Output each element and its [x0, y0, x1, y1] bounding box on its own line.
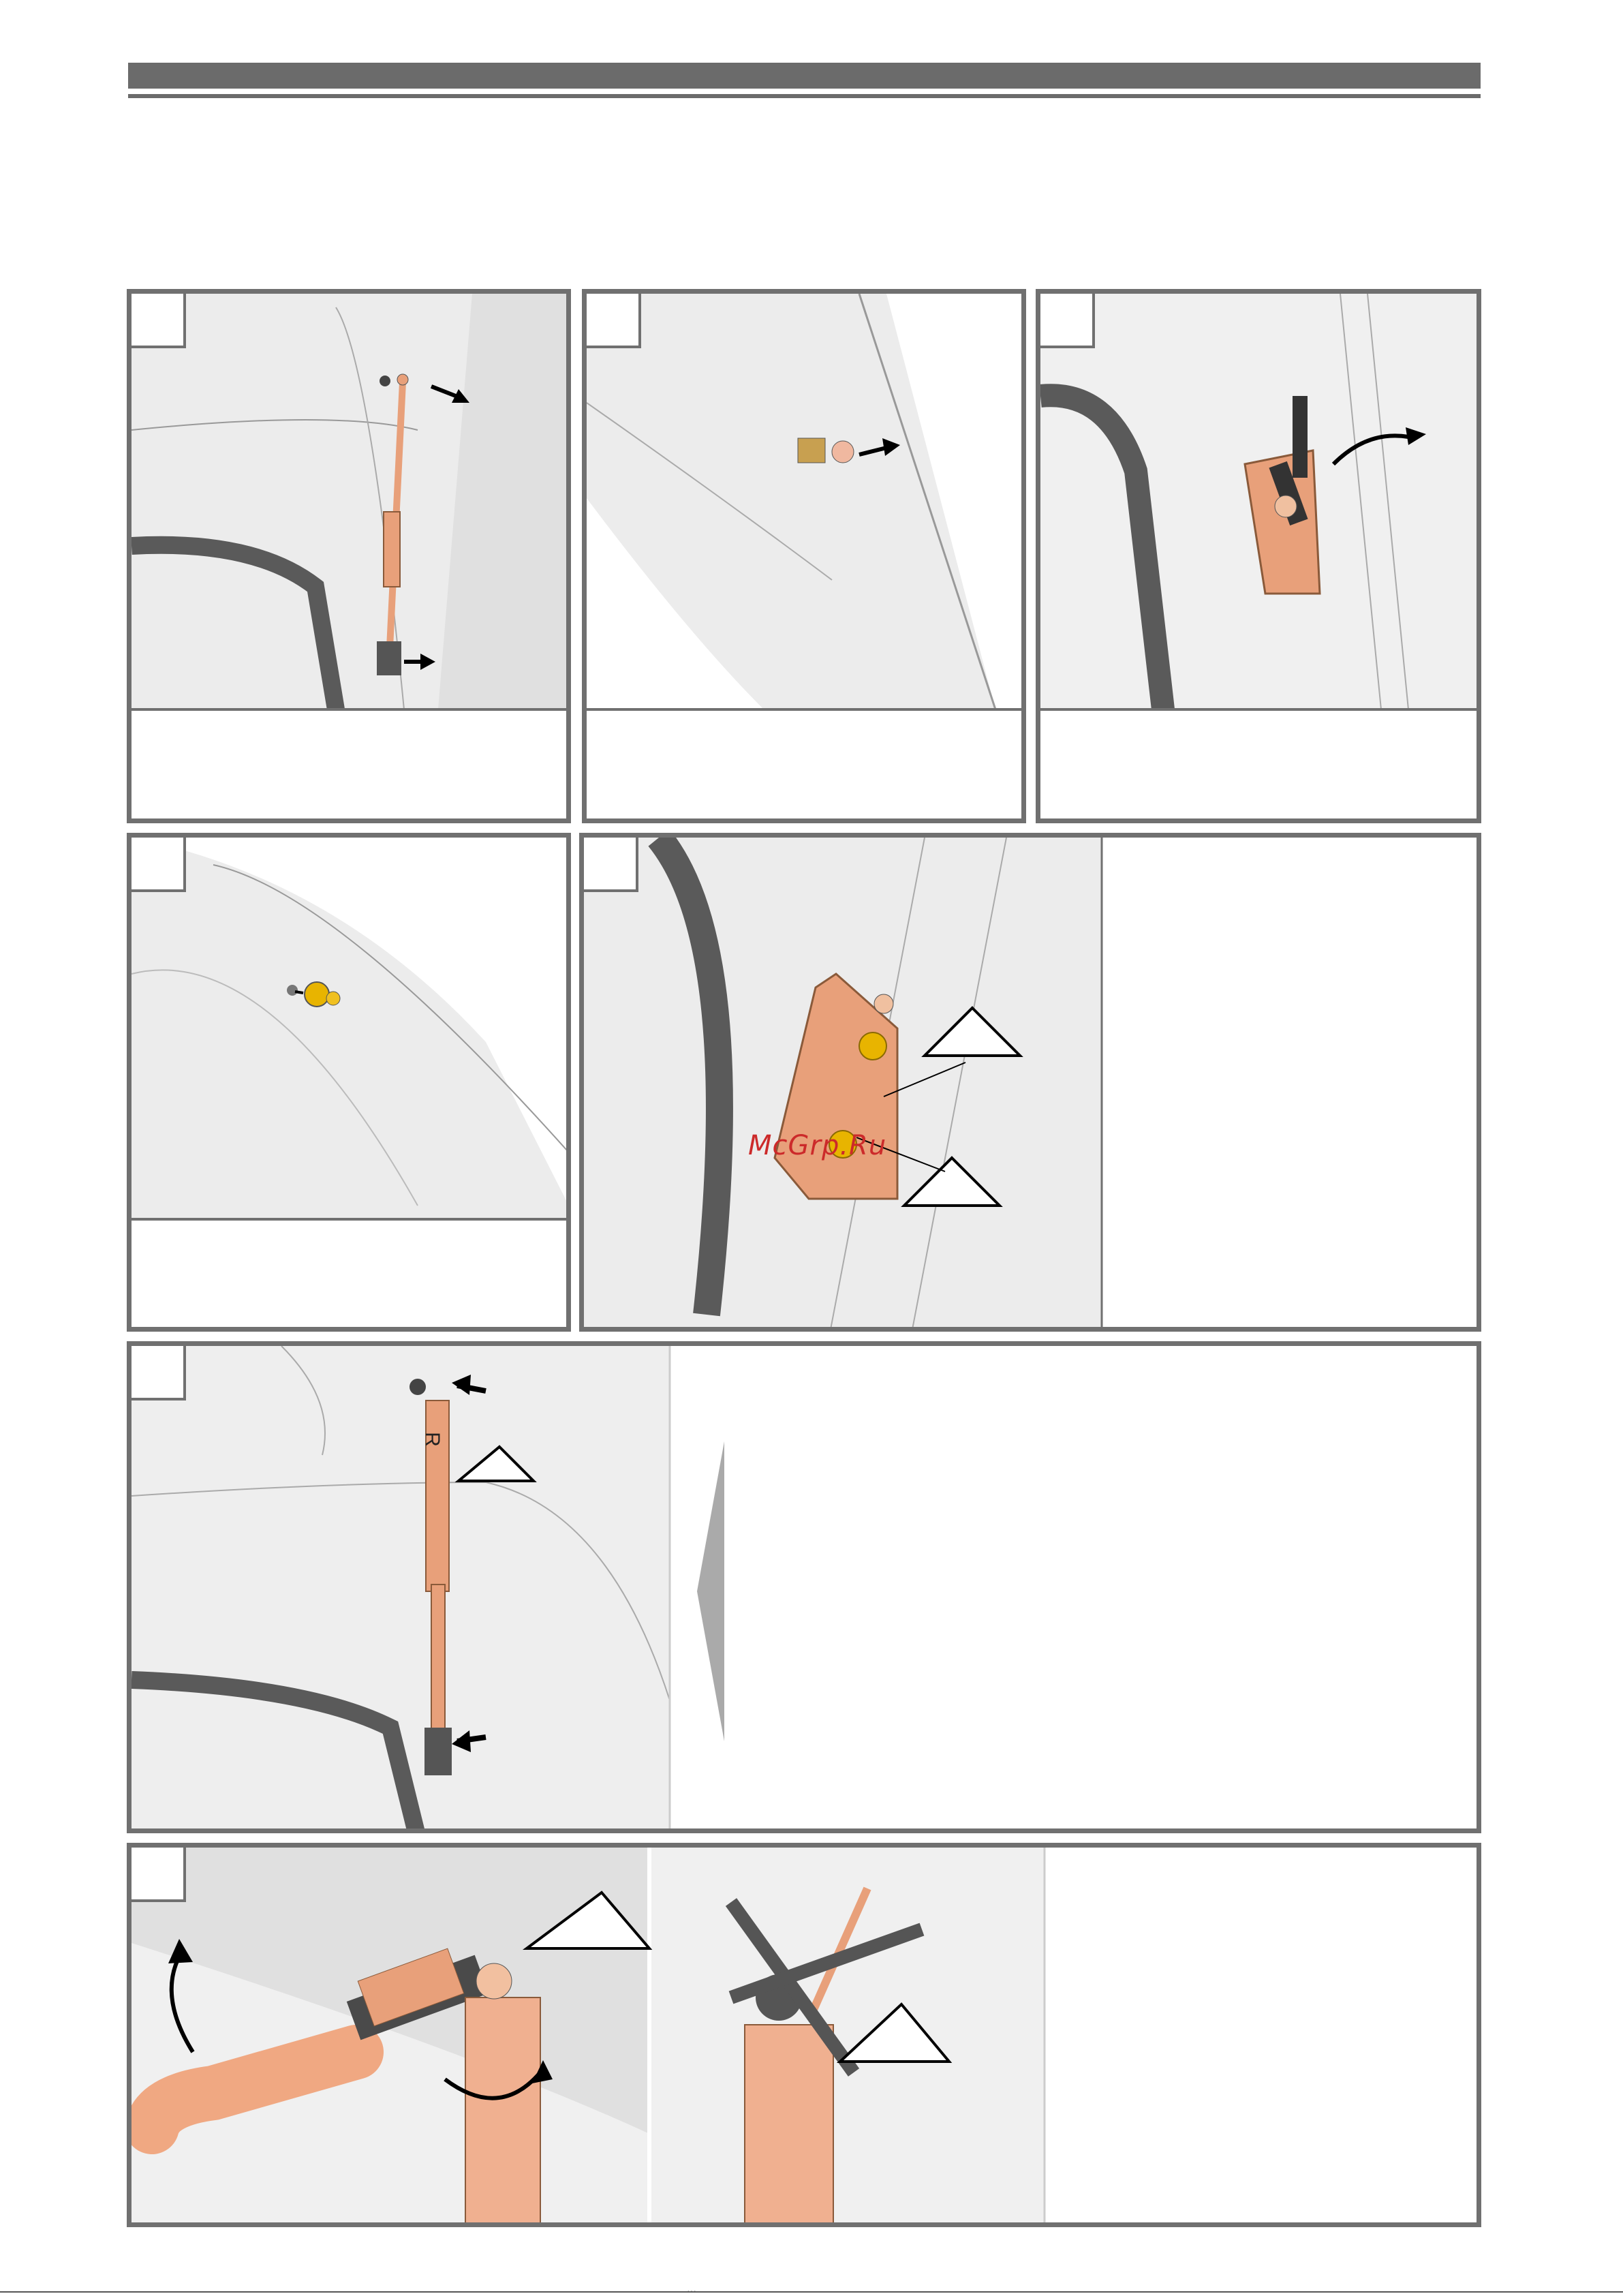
step-5-panel: [579, 833, 1481, 1332]
step-number-box: [132, 294, 186, 348]
step-6-text-area: [745, 1353, 1474, 1823]
shock-side-label: R: [420, 1432, 444, 1447]
step-number-box: [587, 294, 641, 348]
step-1-panel: [127, 289, 571, 823]
step-4-illustration: [132, 838, 571, 1332]
step-number-box: [132, 838, 186, 892]
step-6-panel: [127, 1341, 1481, 1833]
footer-rule: [0, 2291, 1623, 2293]
step-1-illustration: [132, 294, 571, 823]
watermark-text: McGrp.Ru: [748, 1130, 887, 1161]
step-number-box: [132, 1848, 186, 1902]
step-3-illustration: [1040, 294, 1481, 823]
step-7-text-area: [1051, 1854, 1474, 2216]
header-rule: [128, 94, 1481, 98]
step-number-box: [132, 1346, 186, 1400]
step-2-panel: [582, 289, 1026, 823]
step-7-panel: [127, 1843, 1481, 2227]
step-3-panel: [1036, 289, 1481, 823]
header-bar: [128, 63, 1481, 89]
step-5-text-area: [1109, 838, 1477, 1327]
footer-mark: ···: [687, 2285, 696, 2296]
step-4-panel: [127, 833, 571, 1332]
step-number-box: [1040, 294, 1095, 348]
step-number-box: [584, 838, 638, 892]
step-2-illustration: [587, 294, 1026, 823]
